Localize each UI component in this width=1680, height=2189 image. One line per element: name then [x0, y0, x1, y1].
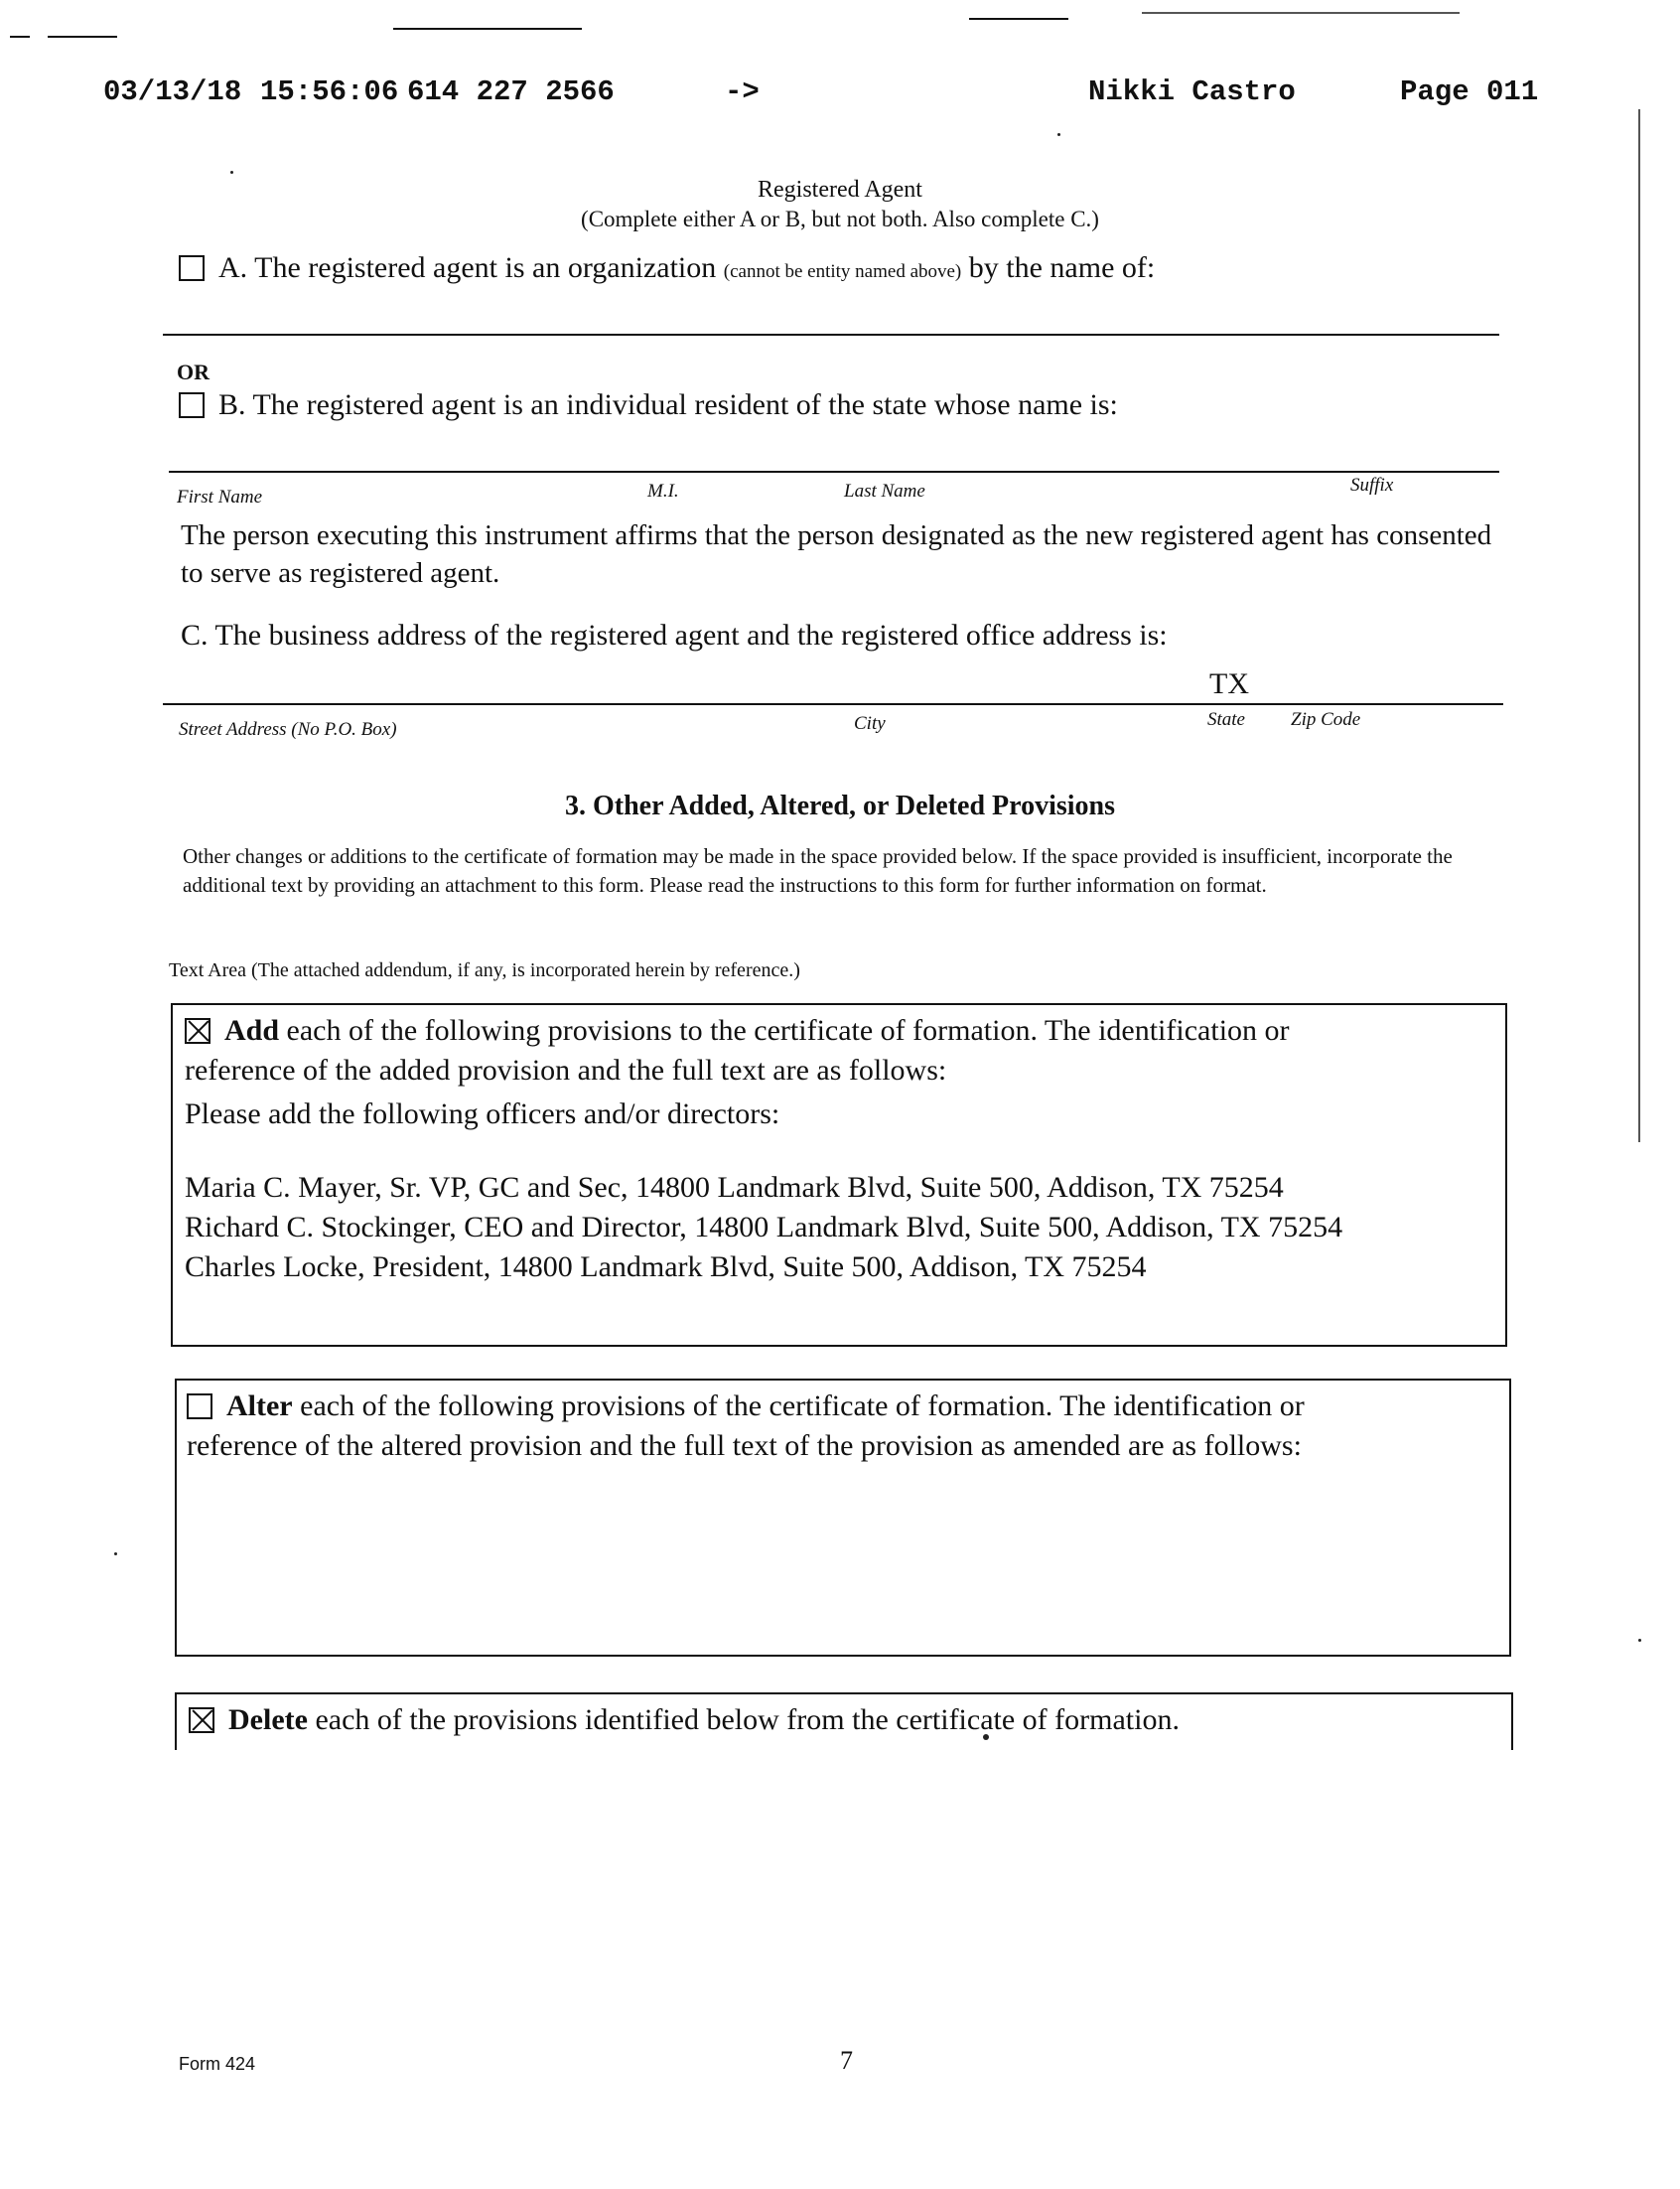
- add-line2: reference of the added provision and the full text are as follows:: [185, 1054, 947, 1087]
- scan-speck: [114, 1552, 117, 1555]
- officer-entry: Maria C. Mayer, Sr. VP, GC and Sec, 14800 Landmark Blvd, Suite 500, Addison, TX 75254: [185, 1171, 1284, 1204]
- street-address-label: Street Address (No P.O. Box): [179, 719, 397, 740]
- option-b-checkbox[interactable]: [179, 392, 205, 418]
- first-name-label: First Name: [177, 487, 263, 508]
- scan-speck: [1057, 133, 1060, 136]
- add-intro: Please add the following officers and/or directors:: [185, 1097, 780, 1130]
- section-3-instructions: Other changes or additions to the certificate of formation may be made in the space provided below. If the space provided is insufficient, incorporate the additional text by providing an attachment to this form. Please read the instructions to this form for further information on format.: [183, 844, 1453, 897]
- add-heading-line: [185, 1011, 1495, 1051]
- option-a-checkbox[interactable]: [179, 255, 205, 281]
- last-name-label: Last Name: [844, 481, 925, 502]
- scan-mark: [48, 36, 117, 38]
- alter-checkbox[interactable]: [187, 1393, 212, 1419]
- delete-heading-line: [189, 1700, 1180, 1740]
- scan-mark: [969, 18, 1068, 20]
- state-label: State: [1207, 709, 1245, 730]
- or-label: OR: [177, 360, 210, 384]
- delete-text: each of the provisions identified below from the certificate of formation.: [315, 1703, 1180, 1736]
- fax-date: 03/13/18: [103, 75, 242, 108]
- option-a-text: The registered agent is an organization: [254, 251, 717, 284]
- agent-name-line[interactable]: [169, 471, 1499, 473]
- state-value: TX: [1209, 667, 1249, 700]
- add-checkbox[interactable]: [185, 1018, 210, 1044]
- add-keyword: Add: [224, 1014, 280, 1047]
- officer-entry: Charles Locke, President, 14800 Landmark Blvd, Suite 500, Addison, TX 75254: [185, 1250, 1147, 1283]
- alter-heading-line: [187, 1386, 1497, 1426]
- registered-agent-title: Registered Agent: [758, 177, 922, 203]
- scan-mark: [1142, 12, 1460, 14]
- add-line1: each of the following provisions to the certificate of formation. The identification or: [286, 1014, 1290, 1047]
- delete-checkbox[interactable]: [189, 1707, 214, 1733]
- fax-phone: 614 227 2566: [407, 75, 615, 108]
- scan-mark: [10, 36, 30, 38]
- option-c-text: C. The business address of the registered agent and the registered office address is:: [181, 619, 1168, 652]
- scan-speck: [230, 171, 233, 174]
- form-number: Form 424: [179, 2054, 256, 2074]
- add-provisions-content: [185, 1011, 1495, 1287]
- affirmation-text: The person executing this instrument affirms that the person designated as the new registered agent has consented to serve as registered agent.: [181, 519, 1492, 589]
- suffix-label: Suffix: [1350, 475, 1394, 496]
- alter-line2: reference of the altered provision and the full text of the provision as amended are as follows:: [187, 1429, 1302, 1462]
- text-area-label: Text Area (The attached addendum, if any, is incorporated herein by reference.): [169, 959, 800, 981]
- alter-provisions-content: [187, 1386, 1497, 1466]
- option-b-text: The registered agent is an individual resident of the state whose name is:: [252, 388, 1118, 421]
- page-number: 7: [840, 2046, 853, 2075]
- fax-arrow: ->: [725, 75, 760, 108]
- option-a-note: (cannot be entity named above): [723, 261, 962, 282]
- alter-keyword: Alter: [226, 1389, 293, 1422]
- option-b-letter: B.: [218, 388, 246, 421]
- address-line[interactable]: [163, 703, 1503, 705]
- mi-label: M.I.: [647, 481, 679, 502]
- scan-mark: [393, 28, 582, 30]
- option-a-text-after: by the name of:: [968, 251, 1156, 284]
- zip-code-label: Zip Code: [1291, 709, 1361, 730]
- fax-time: 15:56:06: [260, 75, 399, 108]
- fax-page: Page 011: [1400, 75, 1539, 108]
- delete-keyword: Delete: [228, 1703, 308, 1736]
- option-b: [179, 385, 1118, 425]
- alter-line1: each of the following provisions of the certificate of formation. The identification or: [300, 1389, 1305, 1422]
- scan-edge: [1638, 109, 1640, 1142]
- scan-speck: [1638, 1639, 1641, 1642]
- city-label: City: [854, 713, 886, 734]
- option-a-letter: A.: [218, 251, 248, 284]
- option-a: [179, 248, 1155, 292]
- section-3-title: 3. Other Added, Altered, or Deleted Provisions: [564, 791, 1116, 821]
- officer-entry: Richard C. Stockinger, CEO and Director, 14800 Landmark Blvd, Suite 500, Addison, TX 75254: [185, 1211, 1343, 1243]
- registered-agent-instruction: (Complete either A or B, but not both. Also complete C.): [581, 207, 1099, 231]
- option-a-name-line[interactable]: [163, 334, 1499, 336]
- fax-recipient: Nikki Castro: [1088, 75, 1296, 108]
